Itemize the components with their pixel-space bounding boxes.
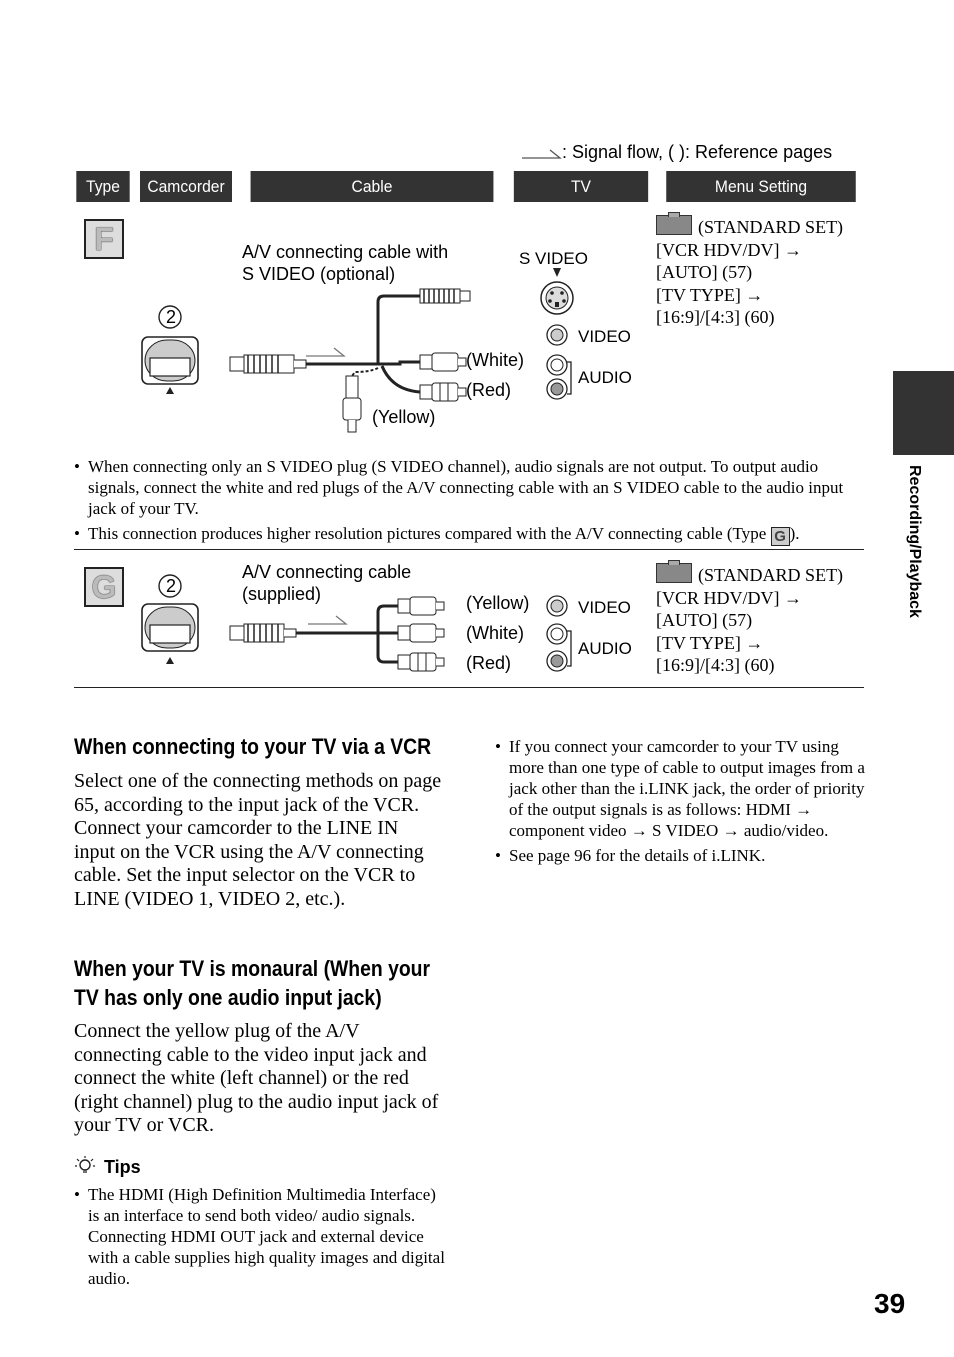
type-f-cable-label: A/V connecting cable with S VIDEO (optional) [242,242,449,284]
header-menu: Menu Setting [666,171,856,202]
side-tab-marker [893,371,954,455]
type-g-inline-icon: G [771,527,790,546]
tip-hdmi: • The HDMI (High Definition Multimedia Interface) is an interface to send both video/ audio signals. Connecting HDMI OUT jack and external device with a cable supplies high quality images and digital audio. [74,1184,446,1289]
type-f-audio-label: AUDIO [578,368,632,387]
tip-priority: • If you connect your camcorder to your TV using more than one type of cable to output images from a jack other than the i.LINK jack, the order of priority of the output signals is as follows: HDMI → component video → S VIDEO → audio/video. [495,736,865,841]
type-f-video-label: VIDEO [578,327,631,346]
type-g-audio-label: AUDIO [578,639,632,658]
page-number: 39 [874,1288,906,1319]
lightbulb-icon [74,1155,96,1177]
type-g-cable-label: A/V connecting cable (supplied) [242,562,412,604]
type-f-notes [74,456,864,546]
tips-heading: Tips [74,1155,141,1178]
type-f-letter: F [84,219,124,259]
audio-jack-red-icon [547,651,567,671]
camcorder-plug-icon [230,355,306,373]
tip-ilink: • See page 96 for the details of i.LINK. [495,845,865,866]
legend [520,142,832,163]
yellow-plug-icon [343,376,361,432]
audio-jack-white-icon [547,624,567,644]
heading-vcr: When connecting to your TV via a VCR [74,734,432,759]
type-g-video-label: VIDEO [578,598,631,617]
note-svideo-audio: • When connecting only an S VIDEO plug (S VIDEO channel), audio signals are not output. To output audio signals, connect the white and red plugs of the A/V connecting cable with an S VIDEO cable to the audio input jack of your TV. [74,456,864,519]
audio-jack-red-icon [547,379,567,399]
type-f-svideo-label: S VIDEO [519,249,588,268]
signal-flow-icon [520,146,562,160]
paragraph-monaural: Connect the yellow plug of the A/V connecting cable to the video input jack and connect the white (left channel) or the red (right channel) plug to the audio input jack of your TV or VCR. [74,1020,439,1136]
camcorder-jack-icon [142,604,198,664]
header-tv: TV [514,171,648,202]
toolbox-icon [656,563,692,583]
type-f-white-label: (White) [466,350,524,370]
camcorder-jack-icon [142,337,198,394]
heading-monaural: When your TV is monaural (When your TV has only one audio input jack) [74,956,431,1010]
type-g-letter: G [84,567,124,607]
type-f-step: 2 [166,307,177,327]
type-g-step: 2 [166,576,177,596]
paragraph-vcr: Select one of the connecting methods on page 65, according to the input jack of the VCR. Connect your camcorder to the LINE IN input on the VCR using the A/V connecting cable. Set the input selector on the VCR to LINE (VIDEO 1, VIDEO 2, etc.). [74,770,442,910]
white-plug-icon [398,624,444,642]
white-plug-icon [420,353,466,371]
type-g-yellow-label: (Yellow) [466,593,530,613]
type-f-yellow-label: (Yellow) [372,407,436,427]
legend-text: : Signal flow, ( ): Reference pages [562,142,833,162]
side-tab-label: Recording/Playback [906,465,923,618]
camcorder-plug-icon [230,624,296,642]
toolbox-icon [656,215,692,235]
svideo-jack-icon [541,282,573,314]
video-jack-icon [547,596,567,616]
red-plug-icon [398,653,444,671]
audio-jack-white-icon [547,355,567,375]
tips-list-right [495,736,865,866]
svideo-plug-icon [420,289,470,303]
note-resolution: • This connection produces higher resolution pictures compared with the A/V connecting cable (Type G ). [74,523,864,546]
row-divider [74,549,864,550]
type-f-red-label: (Red) [466,380,512,400]
table-bottom-rule [74,687,864,688]
type-g-red-label: (Red) [466,653,512,673]
type-g-menu-setting: (STANDARD SET) [VCR HDV/DV] → [AUTO] (57) [TV TYPE] → [16:9]/[4:3] (60) [656,565,844,675]
type-f-menu-setting: (STANDARD SET) [VCR HDV/DV] → [AUTO] (57) [TV TYPE] → [16:9]/[4:3] (60) [656,217,844,327]
header-cable: Cable [251,171,494,202]
header-type: Type [76,171,129,202]
header-camcorder: Camcorder [140,171,232,202]
type-g-white-label: (White) [466,623,524,643]
red-plug-icon [420,383,466,401]
tips-list-left [74,1184,446,1289]
video-jack-icon [547,325,567,345]
